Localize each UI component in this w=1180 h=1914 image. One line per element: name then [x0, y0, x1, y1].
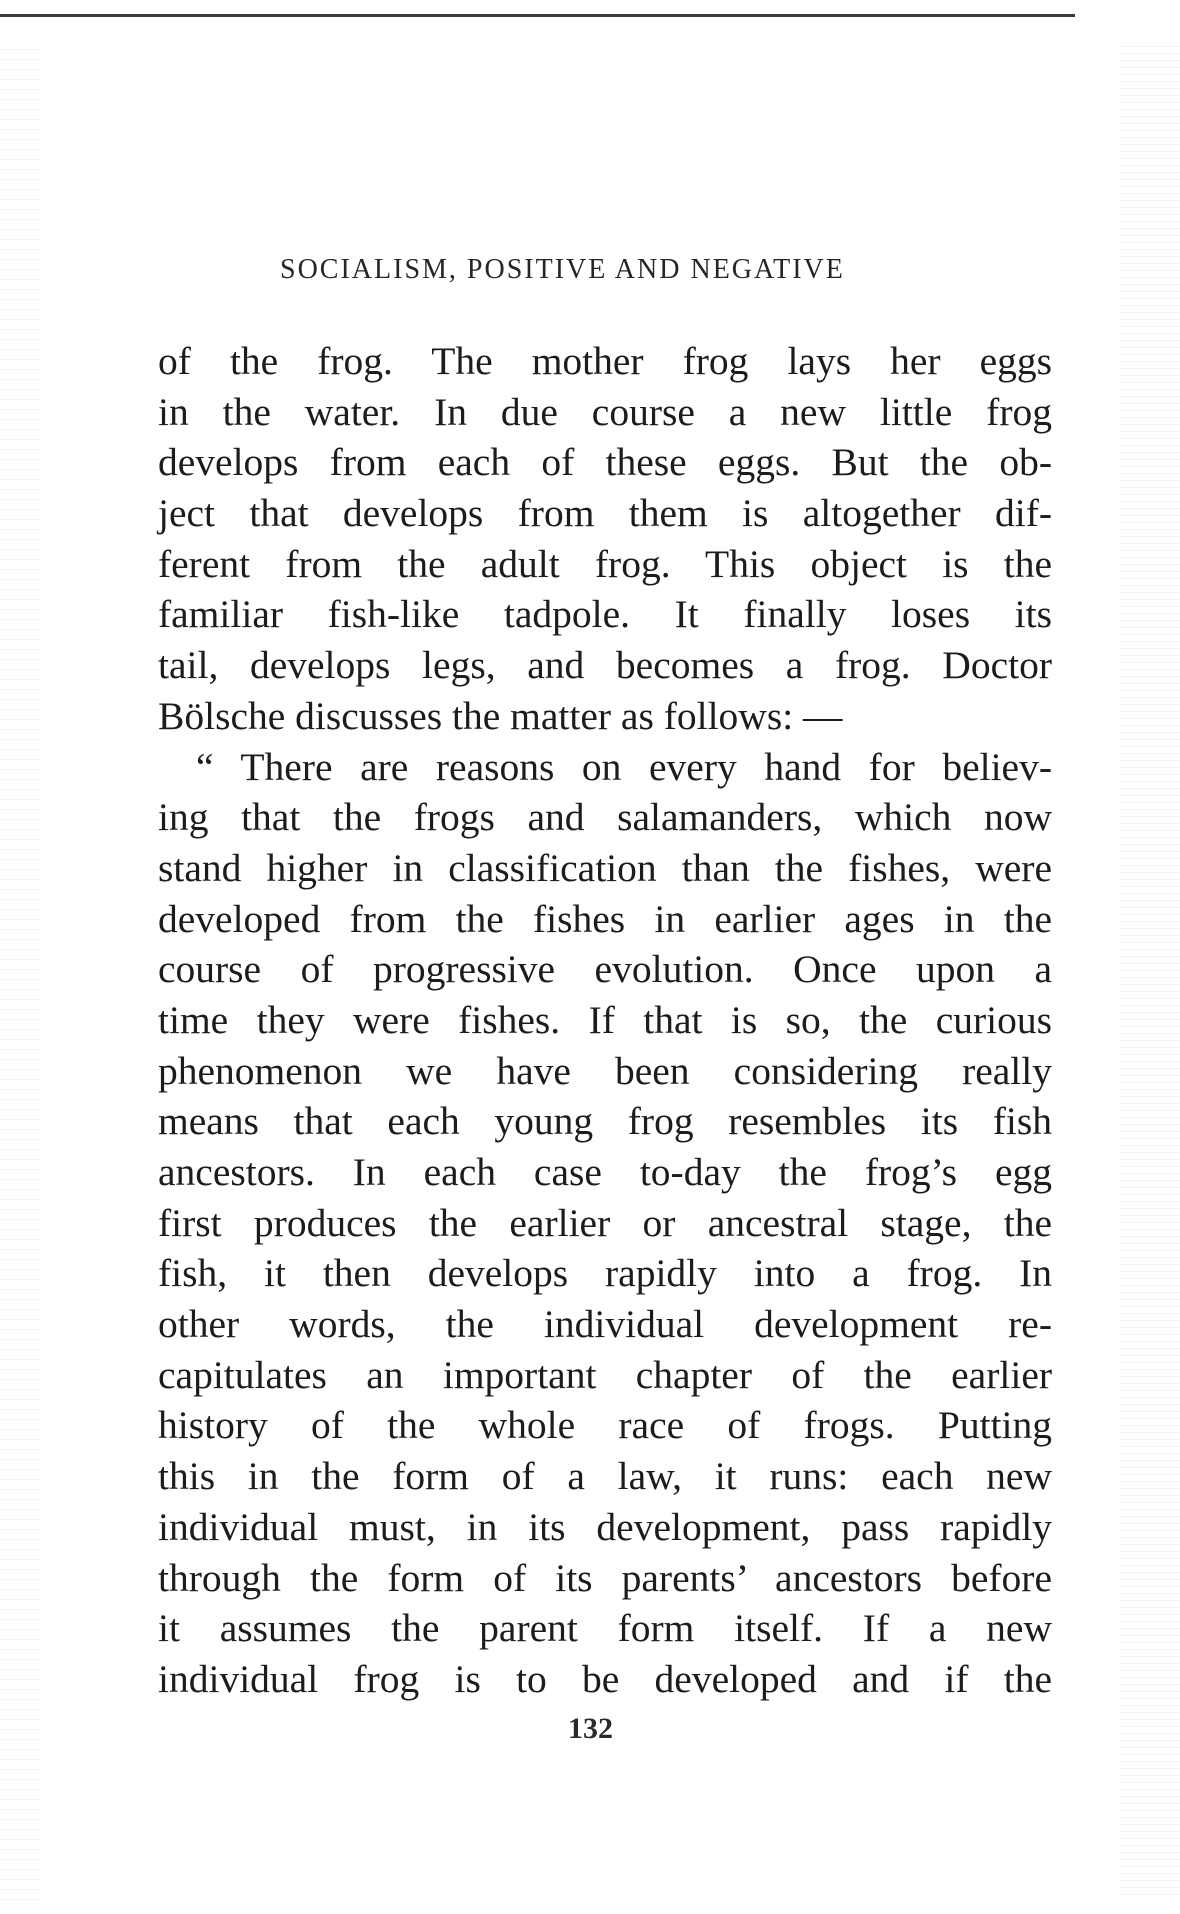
text-line: course of progressive evolution. Once upon a [158, 947, 1052, 992]
body-text [158, 336, 1052, 1705]
text-line: individual frog is to be developed and if the [158, 1656, 1052, 1701]
top-border-rule [0, 14, 1075, 17]
running-head: SOCIALISM, POSITIVE AND NEGATIVE [280, 254, 845, 285]
text-line: time they were fishes. If that is so, the curious [158, 997, 1052, 1042]
text-line: develops from each of these eggs. But the ob- [158, 440, 1052, 485]
text-line: ing that the frogs and salamanders, which now [158, 795, 1052, 840]
text-line: capitulates an important chapter of the earlier [158, 1352, 1052, 1397]
page-number: 132 [568, 1712, 613, 1745]
text-line: ferent from the adult frog. This object is the [158, 541, 1052, 586]
text-line: developed from the fishes in earlier ages in the [158, 896, 1052, 941]
text-line: Bölsche discusses the matter as follows: — [158, 693, 843, 738]
text-line: of the frog. The mother frog lays her eggs [158, 339, 1052, 383]
left-margin-texture [0, 40, 40, 1900]
text-line: ject that develops from them is altogether dif- [158, 491, 1052, 536]
text-line: fish, it then develops rapidly into a frog. In [158, 1251, 1052, 1296]
text-line: individual must, in its development, pass rapidly [158, 1504, 1052, 1549]
right-margin-texture [1120, 40, 1180, 1900]
text-line: means that each young frog resembles its fish [158, 1099, 1052, 1144]
text-line: this in the form of a law, it runs: each new [158, 1454, 1052, 1499]
text-line: history of the whole race of frogs. Putting [158, 1403, 1052, 1448]
text-line: ancestors. In each case to-day the frog’s egg [158, 1150, 1052, 1194]
text-line: through the form of its parents’ ancestors before [158, 1555, 1052, 1600]
text-line: it assumes the parent form itself. If a new [158, 1606, 1052, 1651]
text-line: phenomenon we have been considering really [158, 1048, 1052, 1093]
text-line: first produces the earlier or ancestral stage, the [158, 1200, 1052, 1245]
text-line: other words, the individual development re- [158, 1302, 1052, 1347]
text-line: in the water. In due course a new little frog [158, 389, 1052, 434]
text-line: familiar fish-like tadpole. It finally loses its [158, 592, 1052, 637]
text-line: “ There are reasons on every hand for believ- [196, 744, 1052, 789]
text-line: tail, develops legs, and becomes a frog. Doctor [158, 643, 1052, 688]
text-line: stand higher in classification than the fishes, were [158, 845, 1052, 890]
